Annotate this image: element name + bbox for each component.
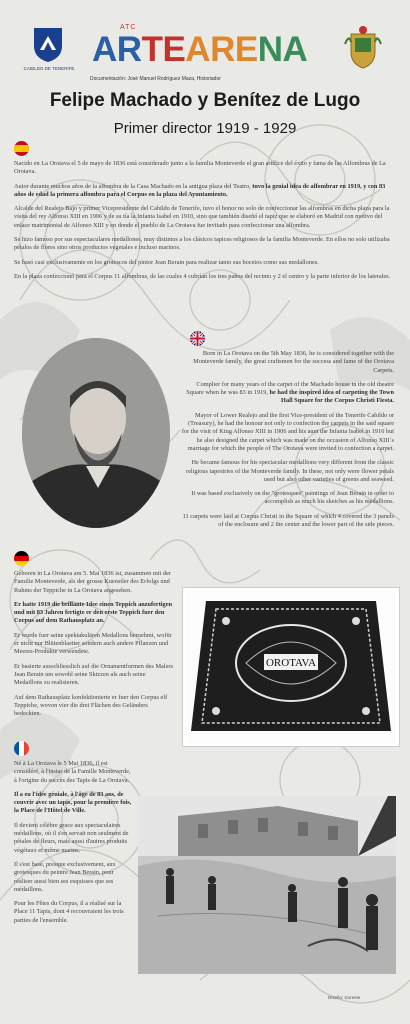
page-subtitle: Primer director 1919 - 1929: [113, 120, 297, 137]
spanish-flag-icon: [14, 141, 29, 156]
french-paragraph: Il a eu l'idée géniale, à l'âge de 83 ans, de couvrir avec un tapis, pour la première fois, la Place de l'Hôtel de Ville.: [14, 790, 132, 815]
carpet-text: OROTAVA: [265, 657, 317, 669]
english-flag-icon: [190, 331, 205, 346]
documentation-credit: Documentación: José Manuel Rodríguez Maza, Historiador: [90, 76, 221, 82]
brand-title: [92, 30, 307, 70]
english-paragraph: He became famous for his spectacular medallions very different from the classic religious tapestries of the Monteverde family. In these, not only were flower petals used but also other varieties of greens and seaweed.: [185, 459, 394, 483]
french-paragraph: Pour les Fêtes du Corpus, il a réalisé sur la Place 11 Tapis, dont 4 recouvraient les trois parties de l'ensemble.: [14, 900, 124, 924]
spanish-paragraph: Se hizo famoso por sus espectaculares medallones, muy distintos a los clásicos tapices religiosos de la familia Monteverde. En ellos no solo utilizaba pétalos de flores sino otros productos vegetales e incluso marinos.: [14, 236, 390, 252]
english-paragraph: It was based exclusively on the "grotesques" paintings of Jean Berain in order to accomplish as much his sketches as his medallions.: [191, 490, 394, 506]
german-paragraph: Er wurde fuer seine spektakulären Medallons beruehmt, wofür er nicht nur Blütenblaetter sondern auch andere Pflanzen und Meeres-Produkte verwendete.: [14, 631, 172, 656]
brand-small-text: ATC: [120, 24, 137, 31]
english-text-block: [180, 350, 394, 535]
design-credit: Diseño: Doreste: [328, 995, 361, 1000]
german-paragraph: Auf dem Rathausplatz konfektionierte er fuer den Corpus elf Teppiche, wovon vier die drei Flächen des Geländers bedeckten.: [14, 693, 168, 718]
brand-part-3: ARE: [185, 30, 258, 69]
spanish-paragraph: Se basó casi exclusivamente en los grotescos del pintor Jean Berain para realizar tanto sus bocetos como sus medallones.: [14, 258, 319, 266]
carpet-photo: [183, 588, 399, 746]
french-text-block: [14, 760, 132, 931]
spanish-paragraph: Alcalde del Realejo Bajo y primer Vicepresidente del Cabildo de Tenerife, tuvo el honor no solo de confeccionar las alfombras en dicha plaza para la visita del rey Alfonso XIII en 1906 y de su tía la Infanta Isabel en 1910, sino que también diseñó el tapiz que se elaboró en Madrid con motivo del enlace matrimonial de Alfonso XIII y en donde el pueblo de La Orotava fue invitado para confeccionar una alfombra.: [14, 205, 390, 229]
german-paragraph: Geboren in La Orotava am 5. Mai 1836 ist, zusammen mit der Familie Monteverde, als der grosse Kuenstler des Erfolgs und Ruhms der Teppiche in La Orotava angesehen.: [14, 570, 171, 594]
spanish-paragraph: En la plaza confeccionó para el Corpus 11 alfombras, de las cuales 4 cubrían los tres paños del recinto y 2 el centro y la parte inferior de los laterales.: [14, 272, 391, 280]
german-text-block: [14, 570, 174, 724]
spanish-paragraph: Nacido en La Orotava el 5 de mayo de 1836 está considerado junto a la familia Monteverde el gran artífice del éxito y fama de las Alfombras de La Orotava.: [14, 160, 386, 176]
english-paragraph: Born in La Orotava on the 5th May 1836, he is considered together with the Monteverde family, the great craftsmen for the success and fame of the Orotava Carpets.: [193, 350, 394, 374]
french-paragraph: Né à La Orotava le 5 Mai 1836, il est considéré, à l'instar de la Famille Monteverde, à l'origine du succès des Tapis de La Orotava.: [14, 760, 131, 784]
cabildo-logo: [28, 24, 68, 64]
french-paragraph: Il devient célèbre grace aux spectaculaires médaillons, où il s'en servait non seulment de pétales de fleurs, mais aussi d'autres produits végétaux et même marins.: [14, 821, 129, 854]
portrait-photo: [22, 338, 170, 528]
german-paragraph: Er basierte ausschliesslich auf die Ornamentformen des Malers Jean Berain um sowohl seine Skizzen als auch seine Medaillons zu realisieren.: [14, 662, 173, 687]
brand-part-2: TE: [141, 30, 186, 69]
spanish-text-block: [14, 160, 398, 287]
english-paragraph: Mayor of Lower Realejo and the first Vice-president of the Tenerife Cabildo or (Treasury), he had the honour not only to confection the carpets in the said square for the visit of King Alfonso XIII in 1906 and his aunt the Infanta Isabel in 1910 but he also designed the carpet which was made on the occasion of Alfonso XIII´s marriage for which the people of The Orotava were invited to confection a carpet.: [181, 411, 394, 452]
cabildo-name: CABILDO DE TENERIFE: [23, 66, 75, 71]
page-title: Felipe Machado y Benítez de Lugo: [49, 90, 361, 111]
english-paragraph: Complier for many years of the carpet of the Machado house in the old theatre Square when he was 83 in 1919, he had the inspired idea of carpeting the Town Hall Square for the Corpus Christi Fiesta.: [186, 380, 394, 405]
artearena-logo: [92, 24, 328, 76]
english-paragraph: 11 carpets were laid at Corpus Christi in the Square of which 4 covered the 3 panels of the enclosure and 2 the center and the lower part of the side pieces.: [182, 512, 394, 529]
spanish-paragraph: Autor durante muchos años de la alfombra de la Casa Machado en la antigua plaza del Teatro, tuvo la genial idea de alfombrar en 1919, y con 83 años de edad la primera alfombra para el Corpus en la plaza del Ayuntamiento.: [14, 182, 386, 198]
street-scene-photo: [138, 796, 396, 974]
german-flag-icon: [14, 551, 29, 566]
brand-part-4: NA: [257, 30, 308, 69]
brand-part-1: AR: [92, 30, 142, 69]
french-paragraph: Il s'est basé, presque exclusivement, aux grotesques du peintre Jean Berain, pour réaliser aussi bien ses esquisses que ses médaillons.: [14, 860, 116, 893]
german-paragraph: Er hatte 1919 die brillante Idee einen Teppich anzufertigen und mit 83 Jahren fertigte er den erste Teppich fuer den Corpus auf dem Rathausplatz an.: [14, 600, 173, 625]
coat-of-arms-icon: [343, 24, 383, 70]
french-flag-icon: [14, 741, 29, 756]
